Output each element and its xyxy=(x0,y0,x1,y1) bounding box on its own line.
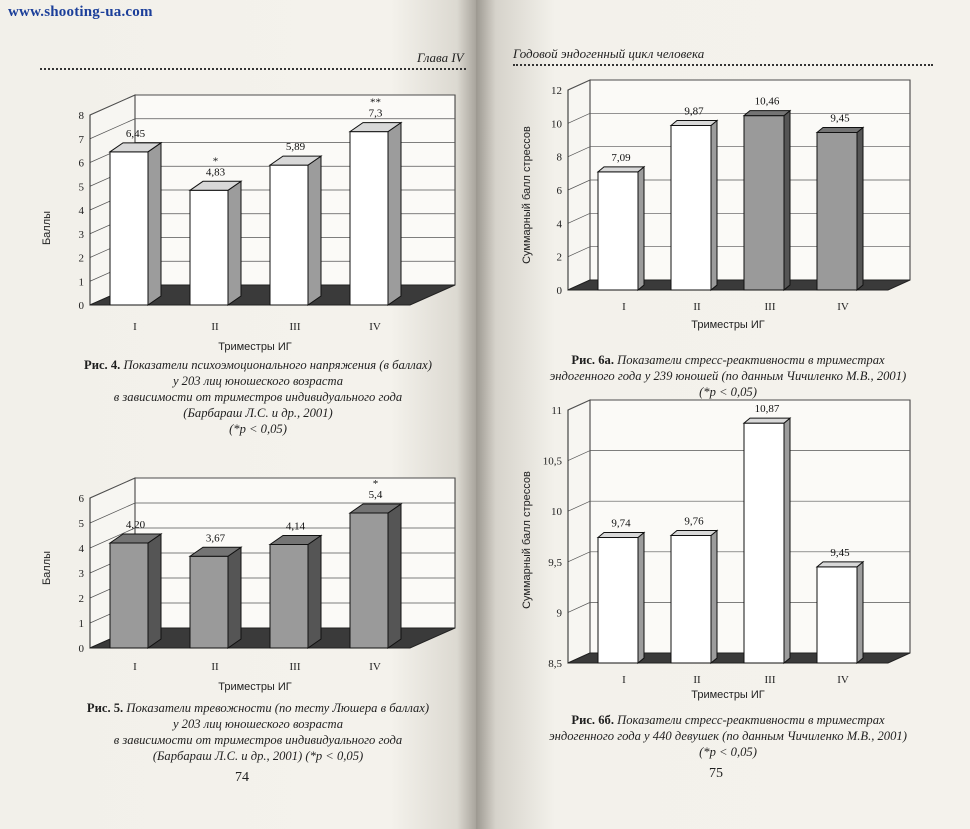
fig5-y-tick-label: 2 xyxy=(78,593,84,605)
fig6b-data-label: 9,74 xyxy=(611,517,631,530)
fig6a-x-tick-label: IV xyxy=(837,301,849,313)
fig6b-bar xyxy=(671,535,711,663)
fig6a-y-tick-label: 12 xyxy=(551,85,562,97)
fig6b-y-tick-label: 9,5 xyxy=(548,556,562,569)
fig6a-y-tick-label: 6 xyxy=(556,185,562,197)
fig6a-data-label: 9,45 xyxy=(830,112,850,125)
fig5-caption-line: Показатели тревожности (по тесту Люшера в баллах) xyxy=(126,701,430,715)
right-running-head: Годовой эндогенный цикл человека xyxy=(513,46,705,61)
fig6a-data-label: 9,87 xyxy=(684,105,704,118)
fig5-caption xyxy=(48,700,468,764)
fig6b-caption-label: Рис. 6б. xyxy=(571,713,614,727)
fig4-x-tick-label: IV xyxy=(369,321,381,333)
fig4-y-tick-label: 4 xyxy=(78,205,84,217)
fig6b-bar xyxy=(598,538,638,663)
fig5-y-tick-label: 6 xyxy=(78,493,84,505)
fig5-data-label: 3,67 xyxy=(205,532,226,545)
fig6b-bar-side xyxy=(638,533,644,663)
fig6b-bar-top xyxy=(744,418,790,423)
fig6b-y-axis-title: Суммарный балл стрессов xyxy=(521,471,533,609)
fig4-caption-line: (*р < 0,05) xyxy=(229,422,287,436)
watermark-url: www.shooting-ua.com xyxy=(8,4,153,20)
fig6a-y-tick-label: 4 xyxy=(556,218,562,231)
fig6b-caption xyxy=(508,712,948,760)
fig6b-bar xyxy=(744,423,784,663)
fig5-x-tick-label: IV xyxy=(369,661,381,673)
fig6b-bar-side xyxy=(857,562,863,663)
left-running-head: Глава IV xyxy=(417,50,464,65)
left-page-number: 74 xyxy=(235,770,249,785)
fig6b-caption-line: эндогенного года у 440 девушек (по данным Чичиленко М.В., 2001) xyxy=(549,729,907,743)
fig5-y-tick-label: 5 xyxy=(78,518,84,530)
fig6a-caption xyxy=(508,352,948,400)
fig5-y-axis-title: Баллы xyxy=(41,550,53,586)
fig6a-x-tick-label: II xyxy=(693,301,701,313)
fig6a-x-tick-label: I xyxy=(622,301,626,313)
fig6a-y-axis-title: Суммарный балл стрессов xyxy=(521,126,533,264)
fig6b-y-tick-label: 10,5 xyxy=(542,455,562,468)
fig4-caption-line: (Барбараш Л.С. и др., 2001) xyxy=(183,406,333,420)
fig4-caption-label: Рис. 4. xyxy=(84,358,121,372)
fig6b-caption-line: Показатели стресс-реактивности в триместрах xyxy=(617,713,885,727)
fig4-y-tick-label: 1 xyxy=(78,276,84,289)
fig6b-bar-side xyxy=(784,418,790,663)
fig4-y-axis-title: Баллы xyxy=(41,210,53,246)
fig6a-x-axis-title: Триместры ИГ xyxy=(691,319,765,331)
fig6b-data-label: 10,87 xyxy=(754,403,780,416)
fig4-data-label: 7,3 xyxy=(368,107,383,120)
fig5-data-label: 5,4 xyxy=(368,489,383,501)
fig4-data-label: 4,83 xyxy=(205,166,226,179)
fig5-x-tick-label: I xyxy=(133,661,137,673)
fig6b-bar-top xyxy=(671,530,717,535)
fig4-caption xyxy=(60,357,456,437)
fig4-y-tick-label: 7 xyxy=(78,133,84,146)
fig5-x-tick-label: II xyxy=(211,661,219,673)
fig4-y-tick-label: 8 xyxy=(78,110,84,122)
fig4-x-tick-label: III xyxy=(289,321,301,333)
fig5-caption-line: (Барбараш Л.С. и др., 2001) (*р < 0,05) xyxy=(152,749,364,763)
fig4-caption-line: в зависимости от триместров индивидуального года xyxy=(113,390,403,404)
fig6a-caption-line: (*р < 0,05) xyxy=(699,385,757,399)
fig5-y-tick-label: 1 xyxy=(78,618,84,630)
fig6a-caption-label: Рис. 6а. xyxy=(571,353,614,367)
fig6a-caption-line: эндогенного года у 239 юношей (по данным Чичиленко М.В., 2001) xyxy=(549,369,907,383)
fig6a-y-tick-label: 8 xyxy=(556,151,562,164)
fig5-y-tick-label: 0 xyxy=(78,643,84,655)
fig6b-x-axis-title: Триместры ИГ xyxy=(691,689,765,701)
fig6b-x-tick-label: III xyxy=(764,674,776,686)
fig4-x-tick-label: I xyxy=(133,321,137,333)
fig6b-x-tick-label: IV xyxy=(837,674,849,686)
fig4-significance-mark: * xyxy=(212,155,219,168)
fig6a-data-label: 10,46 xyxy=(754,95,780,108)
fig6b-x-tick-label: II xyxy=(693,674,701,686)
fig5-significance-mark: * xyxy=(372,478,379,490)
fig6b-caption-line: (*р < 0,05) xyxy=(699,745,757,759)
fig6a-x-tick-label: III xyxy=(764,301,776,313)
fig5-y-tick-label: 4 xyxy=(78,543,84,555)
fig6b-data-label: 9,45 xyxy=(830,546,850,559)
fig4-y-tick-label: 3 xyxy=(78,228,84,241)
fig6a-data-label: 7,09 xyxy=(611,151,631,164)
fig4-x-tick-label: II xyxy=(211,321,219,333)
fig5-caption-line: у 203 лиц юношеского возраста xyxy=(172,717,344,731)
fig5-caption-line: в зависимости от триместров индивидуального года xyxy=(113,733,403,747)
fig6b-y-tick-label: 10 xyxy=(551,506,562,519)
fig4-data-label: 6,45 xyxy=(125,127,146,140)
fig5-caption-label: Рис. 5. xyxy=(86,701,124,715)
fig6a-y-tick-label: 0 xyxy=(556,285,562,297)
fig6b-bar-top xyxy=(598,533,644,538)
fig4-significance-mark: ** xyxy=(370,96,381,109)
fig6b-y-tick-label: 9 xyxy=(556,607,562,620)
fig4-caption-line: Показатели психоэмоционального напряжения (в баллах) xyxy=(123,358,432,372)
fig6b-data-label: 9,76 xyxy=(684,515,704,528)
right-page-number: 75 xyxy=(709,766,723,781)
fig4-x-axis-title: Триместры ИГ xyxy=(218,341,292,353)
fig6a-caption-line: Показатели стресс-реактивности в триместрах xyxy=(617,353,885,367)
fig6a-y-tick-label: 2 xyxy=(556,251,562,264)
fig6b-y-tick-label: 8,5 xyxy=(548,658,562,670)
fig4-y-tick-label: 0 xyxy=(78,300,84,312)
fig6b-bar-top xyxy=(817,562,863,567)
fig4-y-tick-label: 5 xyxy=(78,181,84,194)
fig4-y-tick-label: 2 xyxy=(78,252,84,265)
fig6b-y-tick-label: 11 xyxy=(551,405,562,417)
fig5-y-tick-label: 3 xyxy=(78,568,84,580)
fig5-data-label: 4,20 xyxy=(125,519,146,531)
fig5-x-axis-title: Триместры ИГ xyxy=(218,681,292,693)
fig6b-x-tick-label: I xyxy=(622,674,626,686)
fig5-data-label: 4,14 xyxy=(285,520,306,533)
fig4-y-tick-label: 6 xyxy=(78,157,84,170)
fig4-caption-line: у 203 лиц юношеского возраста xyxy=(172,374,344,388)
fig6a-y-tick-label: 10 xyxy=(551,118,562,131)
fig6b-bar-side xyxy=(711,530,717,663)
fig5-x-tick-label: III xyxy=(289,661,301,673)
fig6b-side-wall xyxy=(568,400,590,663)
fig6b-bar xyxy=(817,567,857,663)
fig4-data-label: 5,89 xyxy=(285,141,306,154)
